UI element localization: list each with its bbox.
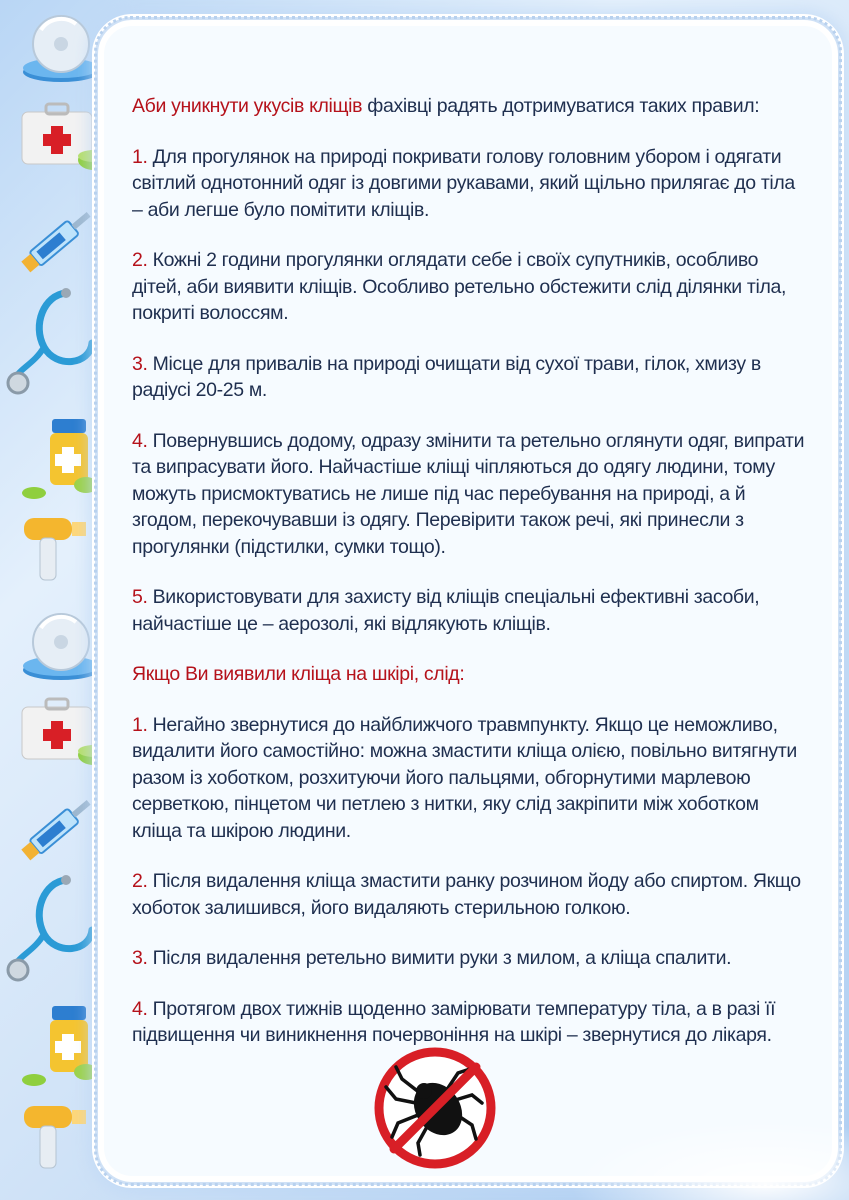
stethoscope-icon [4,285,108,395]
cd-icon [16,10,106,90]
no-tick-icon [372,1045,498,1171]
hairdryer-icon [18,1096,102,1176]
first-aid-kit-icon [18,98,110,180]
medical-icons-column [0,0,110,1200]
intro-paragraph [132,93,808,120]
stethoscope-icon [4,872,108,982]
step-item: 4. Протягом двох тижнів щоденно замірювати температуру тіла, а в разі її підвищення чи виникнення почервоніння на шкірі – звернутися до лікаря. [132,997,776,1046]
rule-item: 5. Використовувати для захисту від кліщів спеціальні ефективні засоби, найчастіше це – аерозолі, які відлякують кліщів. [132,586,760,635]
cd-icon [16,608,106,688]
step-item: 3. Після видалення ретельно вимити руки з милом, а кліща спалити. [132,947,732,969]
syringe-icon [8,783,108,873]
rule-item: 3. Місце для привалів на природі очищати від сухої трави, гілок, хмизу в радіусі 20-25 м. [132,352,761,401]
first-aid-kit-icon [18,693,110,775]
corner-glow [569,1120,849,1200]
intro-lead: Аби уникнути укусів кліщів [132,95,363,117]
section-heading: Якщо Ви виявили кліща на шкірі, слід: [132,663,465,685]
rule-item: 1. Для прогулянок на природі покривати голову головним убором і одягати світлий однотонний одяг із довгими рукавами, який щільно прилягає до тіла – аби легше було помітити кліщів. [132,145,795,221]
intro-rest: фахівці радять дотримуватися таких правил: [362,95,760,117]
syringe-icon [8,195,108,285]
step-item: 2. Після видалення кліща змастити ранку розчином йоду або спиртом. Якщо хоботок залишився, його видаляють стерильною голкою. [132,870,801,919]
step-item: 1. Негайно звернутися до найближчого травмпункту. Якщо це неможливо, видалити його самостійно: можна змастити кліща олією, повільно витягнути разом із хоботком, розхитуючи його пальцями, обгорнутими марлевою серветкою, пінцетом чи петлею з нитки, яку слід закріпити між хоботком кліща та шкірою людини. [132,713,797,842]
content-card [104,26,832,1176]
pill-bottle-icon [20,415,104,505]
rule-item: 4. Повернувшись додому, одразу змінити та ретельно оглянути одяг, випрати та випрасувати його. Найчастіше кліщі чіпляються до одягу людини, тому можуть присмоктуватись не лише під час перебування на природі, а й згодом, перекочувавши із одягу. Перевірити також речі, які принесли з прогулянки (підстилки, сумки тощо). [132,429,805,558]
poster-text [132,93,808,1073]
pill-bottle-icon [20,1002,104,1092]
rule-item: 2. Кожні 2 години прогулянки оглядати себе і своїх супутників, особливо дітей, аби виявити кліщів. Особливо ретельно обстежити слід ділянки тіла, покриті волоссям. [132,249,787,324]
hairdryer-icon [18,508,102,588]
